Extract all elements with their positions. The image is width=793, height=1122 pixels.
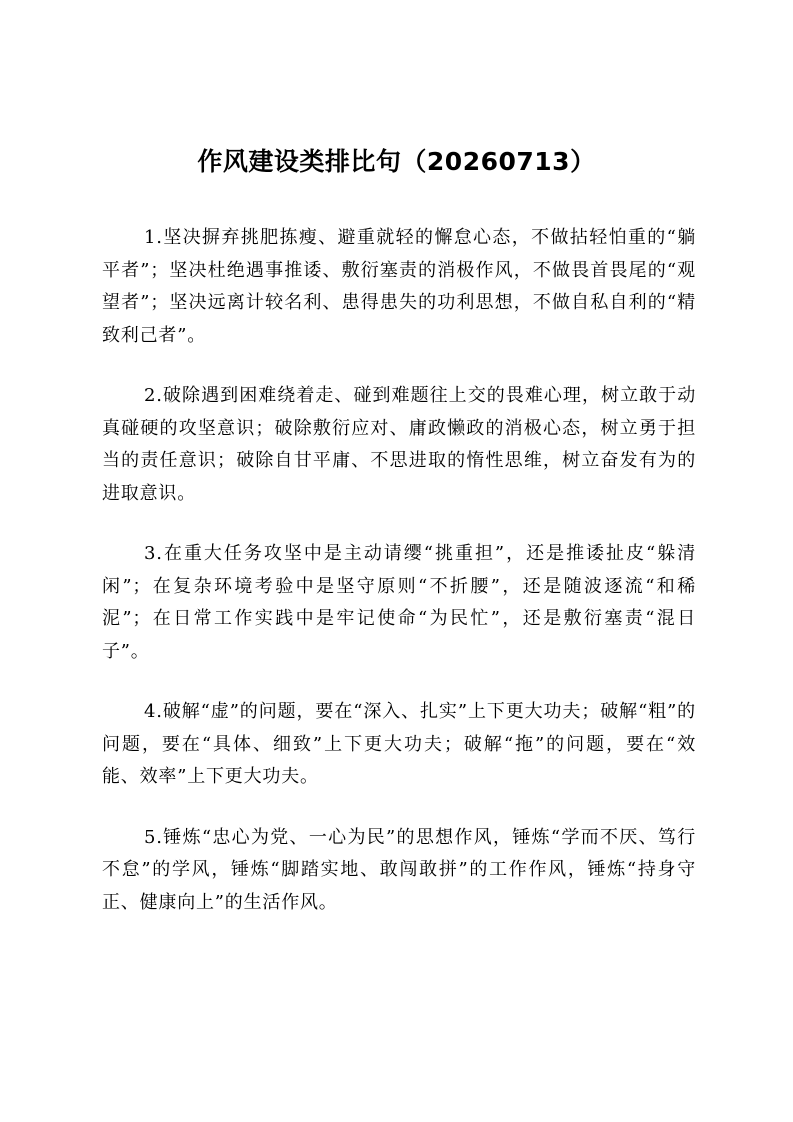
document-body [102,222,696,947]
paragraph-3: 3.在重大任务攻坚中是主动请缨“挑重担”，还是推诿扯皮“躲清闲”；在复杂环境考验中是坚守原则“不折腰”，还是随波逐流“和稀泥”；在日常工作实践中是牢记使命“为民忙”，还是敷衍塞责“混日子”。 [102,543,696,662]
document-title: 作风建设类排比句（20260713） [197,147,596,176]
paragraph-4: 4.破解“虚”的问题，要在“深入、扎实”上下更大功夫；破解“粗”的问题，要在“具体、细致”上下更大功夫；破解“拖”的问题，要在“效能、效率”上下更大功夫。 [102,701,696,787]
paragraph-1: 1.坚决摒弃挑肥拣瘦、避重就轻的懈怠心态，不做拈轻怕重的“躺平者”；坚决杜绝遇事推诿、敷衍塞责的消极作风，不做畏首畏尾的“观望者”；坚决远离计较名利、患得患失的功利思想，不做自私自利的“精致利己者”。 [102,227,696,346]
paragraph-2: 2.破除遇到困难绕着走、碰到难题往上交的畏难心理，树立敢于动真碰硬的攻坚意识；破除敷衍应对、庸政懒政的消极心态，树立勇于担当的责任意识；破除自甘平庸、不思进取的惰性思维，树立奋发有为的进取意识。 [102,385,696,504]
paragraph-5: 5.锤炼“忠心为党、一心为民”的思想作风，锤炼“学而不厌、笃行不怠”的学风，锤炼“脚踏实地、敢闯敢拼”的工作作风，锤炼“持身守正、健康向上”的生活作风。 [102,826,696,913]
